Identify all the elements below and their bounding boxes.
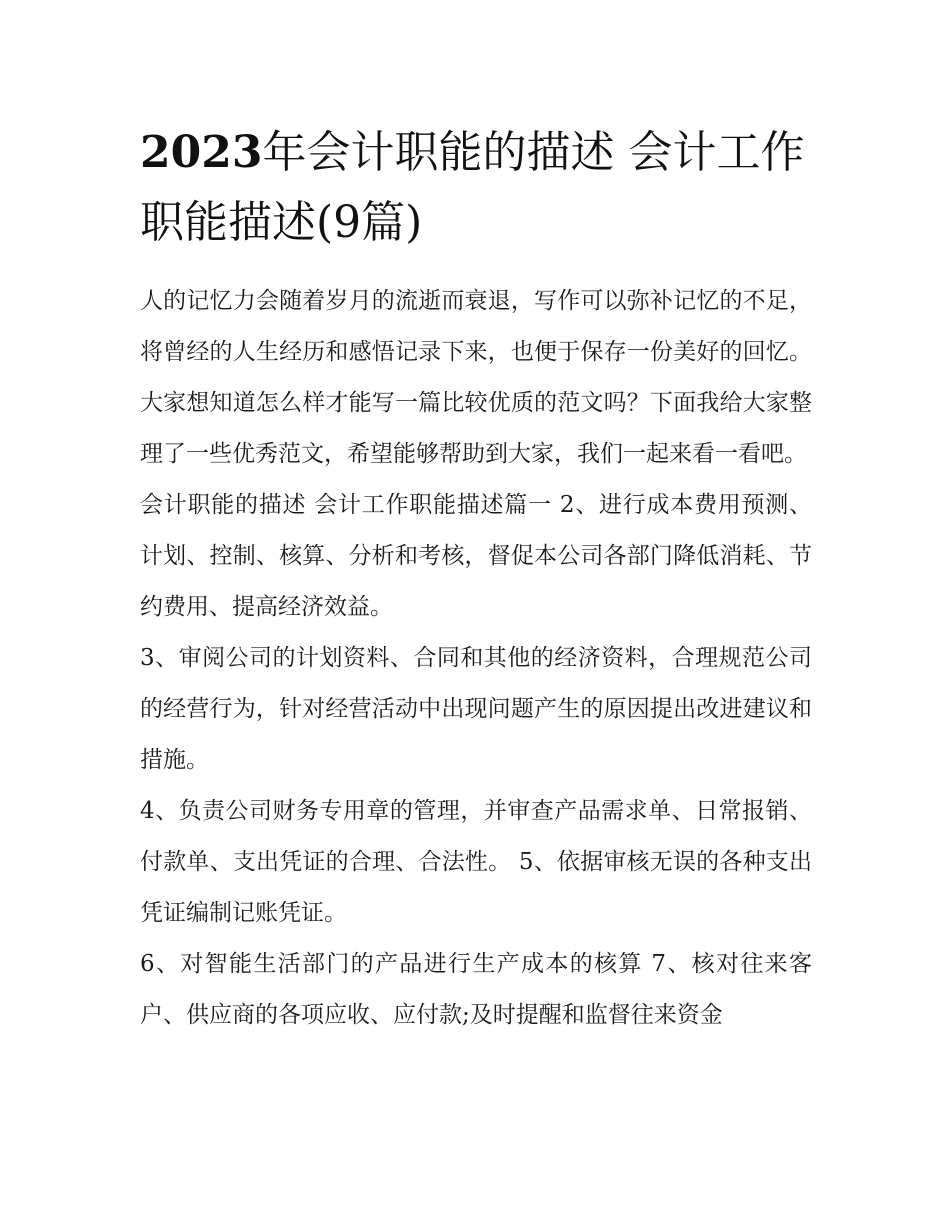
paragraph-intro: 人的记忆力会随着岁月的流逝而衰退，写作可以弥补记忆的不足，将曾经的人生经历和感悟记录下来，也便于保存一份美好的回忆。大家想知道怎么样才能写一篇比较优质的范文吗？下面我给大家整理了一些优秀范文，希望能够帮助到大家，我们一起来看一看吧。 xyxy=(140,288,812,467)
paragraph-item-6-7: 6、对智能生活部门的产品进行生产成本的核算 7、核对往来客户、供应商的各项应收、应付款;及时提醒和监督往来资金 xyxy=(140,951,812,1028)
document-title: 2023年会计职能的描述 会计工作职能描述(9篇) xyxy=(140,127,805,248)
document-body xyxy=(140,276,812,1041)
paragraph-item-4-5: 4、负责公司财务专用章的管理，并审查产品需求单、日常报销、付款单、支出凭证的合理、合法性。 5、依据审核无误的各种支出凭证编制记账凭证。 xyxy=(140,798,812,926)
paragraph-section-1: 会计职能的描述 会计工作职能描述篇一 2、进行成本费用预测、计划、控制、核算、分析和考核，督促本公司各部门降低消耗、节约费用、提高经济效益。 xyxy=(140,492,812,620)
paragraph-item-3: 3、审阅公司的计划资料、合同和其他的经济资料，合理规范公司的经营行为，针对经营活动中出现问题产生的原因提出改进建议和措施。 xyxy=(140,645,812,773)
title-year: 2023 xyxy=(140,127,263,178)
